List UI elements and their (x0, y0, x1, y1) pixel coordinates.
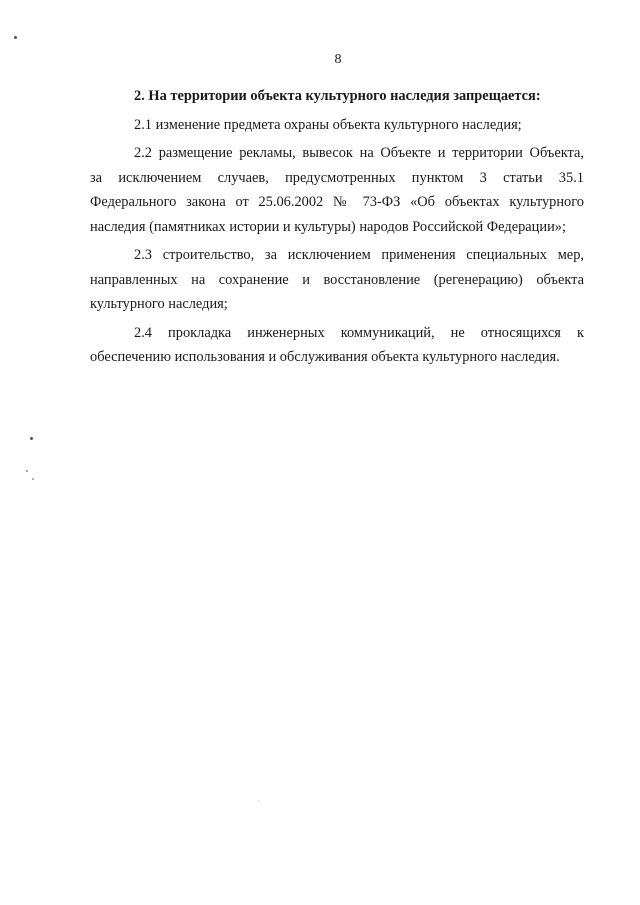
list-item-2-3 (90, 243, 584, 317)
item-line: 2.3 строительство, за исключением применения специальных мер, (134, 247, 584, 263)
list-item-2-1 (90, 113, 584, 138)
item-line: за исключением случаев, предусмотренных пунктом 3 статьи 35.1 (90, 169, 584, 186)
item-line: 2.2 размещение рекламы, вывесок на Объекте и территории Объекта, (134, 145, 584, 161)
scan-speck (30, 437, 33, 440)
list-item-2-2 (90, 141, 584, 239)
item-line: обеспечению использования и обслуживания объекта культурного наследия. (90, 349, 560, 365)
item-line: Федерального закона от 25.06.2002 № 73-ФЗ «Об объектах культурного (90, 194, 584, 210)
scan-speck (258, 800, 259, 801)
scan-speck (26, 470, 28, 472)
scan-speck (32, 478, 34, 480)
item-line: направленных на сохранение и восстановление (регенерацию) объекта (90, 271, 584, 288)
list-item-2-4 (90, 321, 584, 370)
item-line: наследия (памятниках истории и культуры) народов Российской Федерации»; (90, 218, 566, 235)
document-body (90, 84, 584, 370)
page-number: 8 (334, 52, 342, 67)
item-line: 2.1 изменение предмета охраны объекта культурного наследия; (134, 116, 522, 133)
section-heading: 2. На территории объекта культурного наследия запрещается: (134, 88, 541, 104)
item-line: культурного наследия; (90, 296, 228, 312)
scan-speck (14, 36, 17, 39)
item-line: 2.4 прокладка инженерных коммуникаций, не относящихся к (134, 324, 584, 341)
